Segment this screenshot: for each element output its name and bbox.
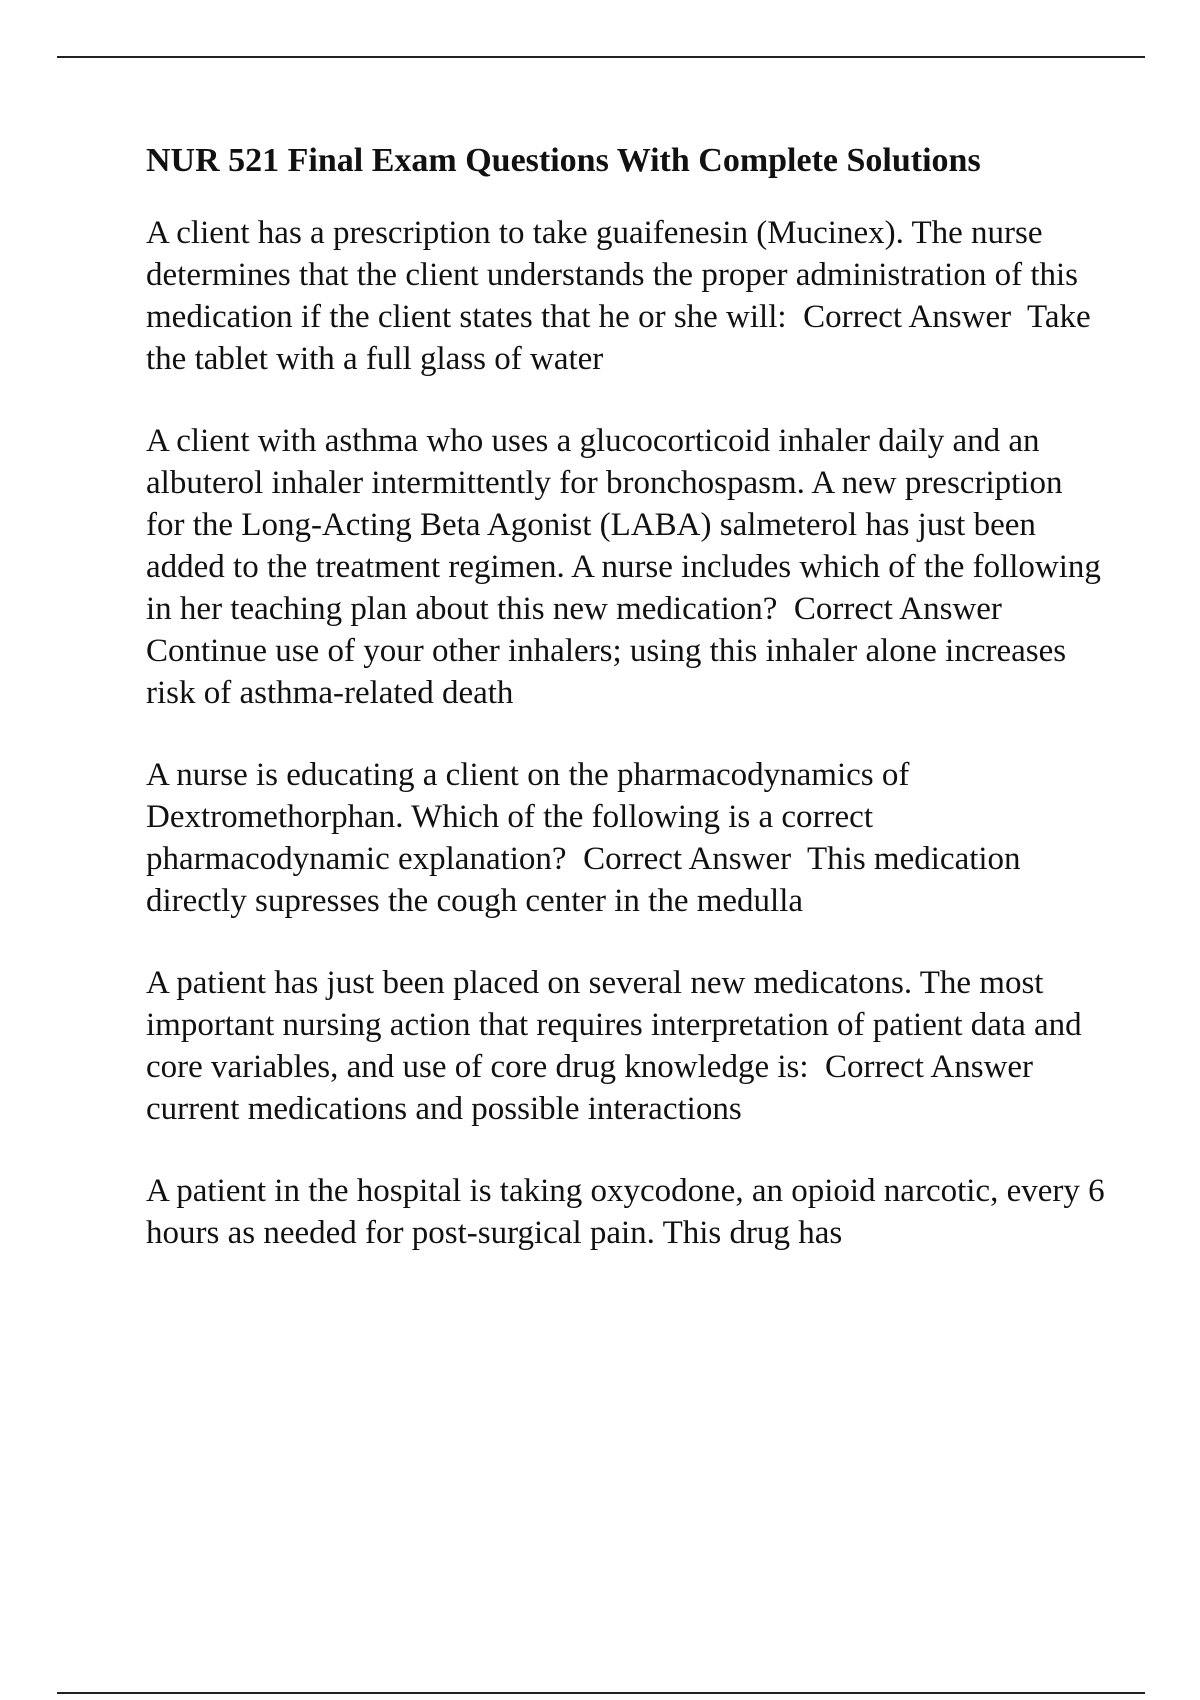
question-block-2 bbox=[146, 420, 1110, 714]
top-rule bbox=[57, 56, 1145, 58]
answer-text: Continue use of your other inhalers; using this inhaler alone increases risk of asthma-related death bbox=[146, 633, 1075, 711]
answer-label: Correct Answer bbox=[825, 1049, 1034, 1085]
question-text: A patient in the hospital is taking oxycodone, an opioid narcotic, every 6 hours as needed for post-surgical pain. This drug has bbox=[146, 1173, 1113, 1251]
question-block-5 bbox=[146, 1170, 1113, 1254]
answer-label: Correct Answer bbox=[583, 841, 792, 877]
question-block-4 bbox=[146, 962, 1106, 1130]
question-text: A client has a prescription to take guaifenesin (Mucinex). The nurse determines that the client understands the proper administration of this medication if the client states that he or she will: bbox=[146, 215, 1087, 335]
document-title: NUR 521 Final Exam Questions With Complete Solutions bbox=[146, 142, 981, 179]
question-block-1 bbox=[146, 212, 1106, 380]
question-text: A client with asthma who uses a glucocorticoid inhaler daily and an albuterol inhaler intermittently for bronchospasm. A new prescription for the Long-Acting Beta Agonist (LABA) salmeterol has just been added to the treatment regimen. A nurse includes which of the following in her teaching plan about this new medication? bbox=[146, 423, 1110, 627]
bottom-rule bbox=[57, 1692, 1145, 1694]
question-text: A nurse is educating a client on the pharmacodynamics of Dextromethorphan. Which of the following is a correct pharmacodynamic explanation? bbox=[146, 757, 918, 877]
answer-label: Correct Answer bbox=[793, 591, 1002, 627]
document-body bbox=[146, 140, 1113, 1294]
answer-text: This medication directly supresses the cough center in the medulla bbox=[146, 841, 1029, 919]
answer-text: Take the tablet with a full glass of water bbox=[146, 299, 1099, 377]
question-text: A patient has just been placed on several new medicatons. The most important nursing action that requires interpretation of patient data and core variables, and use of core drug knowledge is: bbox=[146, 965, 1090, 1085]
question-block-3 bbox=[146, 754, 1106, 922]
answer-text: current medications and possible interactions bbox=[146, 1091, 742, 1127]
answer-label: Correct Answer bbox=[803, 299, 1012, 335]
